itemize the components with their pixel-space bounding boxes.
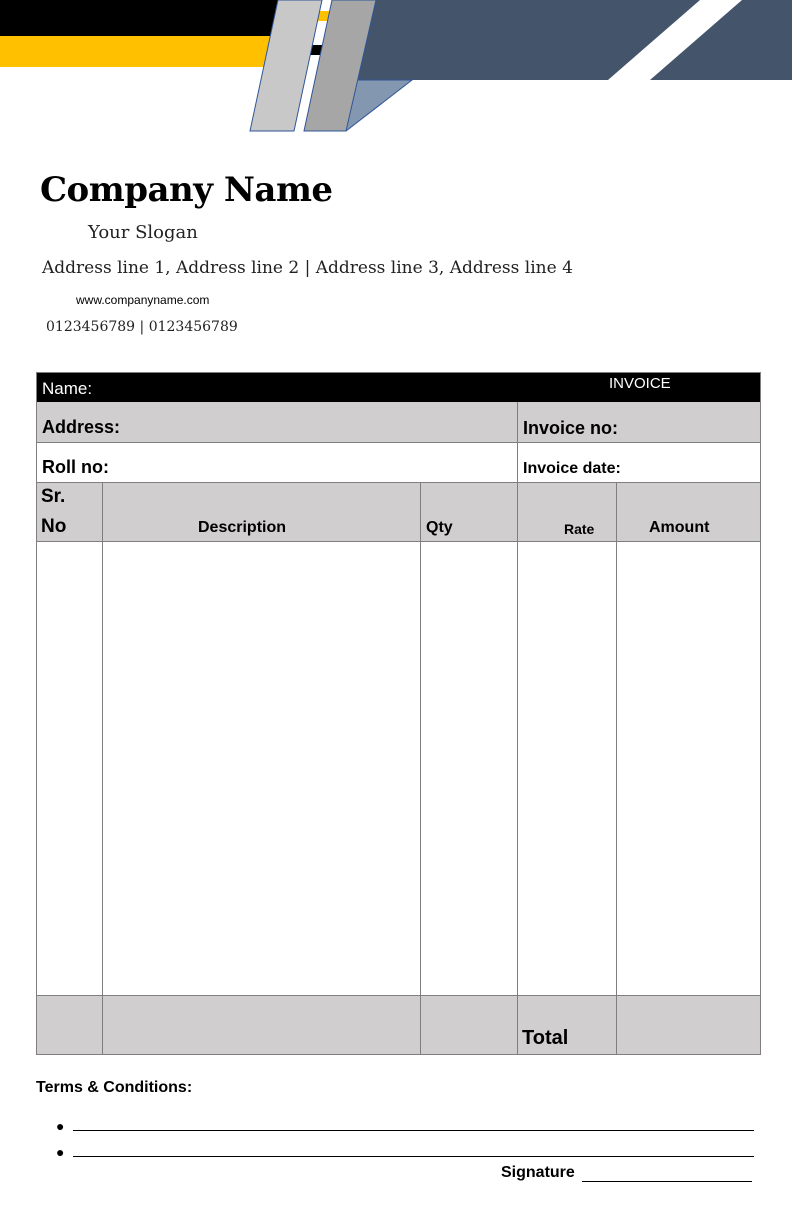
roll-no-label: Roll no: [42,457,109,477]
terms-bullet-1 [56,1114,754,1134]
invoice-date-label: Invoice date: [523,460,621,477]
invoice-table [36,372,761,1055]
banner-yellow-stripe [0,36,272,67]
company-address: Address line 1, Address line 2 | Address line 3, Address line 4 [42,258,573,278]
column-no-label: No [41,516,67,537]
terms-line [73,1156,754,1157]
signature-label: Signature [501,1164,575,1181]
address-label: Address: [42,417,121,437]
terms-bullet-2 [56,1140,754,1160]
terms-title: Terms & Conditions: [36,1079,193,1096]
column-description-label: Description [198,519,287,536]
signature-line[interactable] [582,1181,752,1182]
bullet-dot-icon: ● [56,1144,65,1160]
company-slogan: Your Slogan [88,222,198,243]
bullet-dot-icon: ● [56,1118,65,1134]
name-label: Name: [42,379,93,398]
header-banner-graphic [0,0,792,135]
column-amount-label: Amount [649,519,710,536]
company-phone: 0123456789 | 0123456789 [46,319,238,335]
column-qty-label: Qty [426,519,453,536]
invoice-no-label: Invoice no: [523,418,619,438]
banner-black-stripe [0,0,280,36]
company-website: www.companyname.com [76,293,210,307]
table-border [36,372,761,1055]
invoice-title: INVOICE [609,375,671,392]
terms-line [73,1130,754,1131]
total-label: Total [522,1027,569,1049]
column-rate-label: Rate [564,521,595,537]
company-name: Company Name [40,170,333,210]
column-sr-label: Sr. [41,486,66,507]
